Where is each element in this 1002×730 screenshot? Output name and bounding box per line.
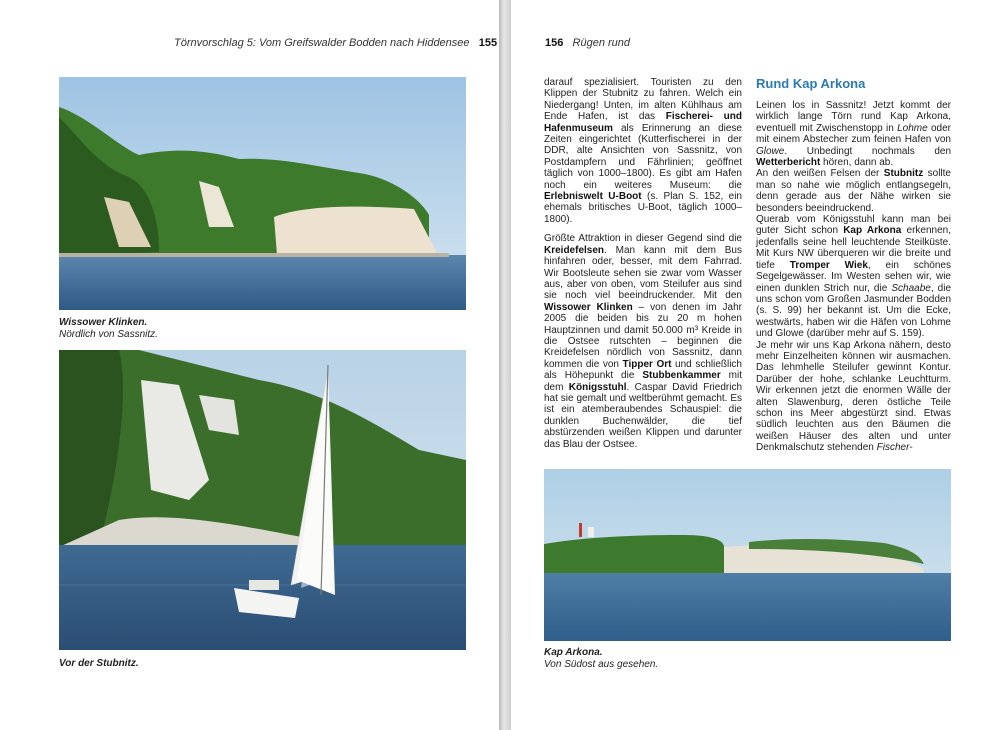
bold-term: Erlebniswelt U-Boot <box>544 191 642 203</box>
text-run: . Man kann mit dem Bus hinfahren oder, besser, mit dem Fahrrad. Wir Bootsleute sehen sie zwar vom Wasser aus, aber von oben, vom Steilufer aus sind sie noch viel beeindruckender. Mit den <box>544 244 742 302</box>
chalk-cliffs-image <box>59 77 466 310</box>
text-run: Größte Attraktion in dieser Gegend sind die <box>544 233 742 245</box>
italic-term: Fischer- <box>876 442 913 454</box>
photo-kap-arkona <box>544 469 951 641</box>
paragraph <box>756 340 951 454</box>
text-run: Je mehr wir uns Kap Arkona nähern, desto mehr Einzelheiten können wir ausmachen. Das lehmhelle Steilufer gewinnt Kontur. Darüber der hohe, schlanke Leuchtturm. Wir erkennen jetzt die enormen Wälle der alten Slawenburg, deren östliche Teile schon ins Meer abgestürzt sind. Etwas südlich leuchten aus den Bäumen die weißen Häuser des alten und unter Denkmalschutz stehenden <box>756 339 951 454</box>
photo2-caption <box>59 658 139 670</box>
text-run: hören, dann ab. <box>820 157 894 169</box>
page-number: 155 <box>478 37 498 49</box>
header-title: Rügen rund <box>572 37 631 49</box>
text-run: An den weißen Felsen der <box>756 168 884 180</box>
paragraph <box>756 168 951 214</box>
text-run: und schließlich als Höhepunkt die <box>544 358 742 382</box>
photo-vor-der-stubnitz <box>59 350 466 650</box>
italic-term: Schaabe <box>891 282 931 294</box>
text-run: oder mit einem Abstecher zum feinen Hafen von <box>756 122 951 146</box>
section-heading: Rund Kap Arkona <box>756 76 866 91</box>
bold-term: Wissower Klinken <box>544 301 633 313</box>
paragraph <box>756 214 951 339</box>
paragraph <box>544 233 742 450</box>
text-run: – von denen im Jahr 2005 die beiden bis zu 20 m hohen Hauptzinnen und damit 50.000 m³ Kreide in die Ostsee rutschten – beginnen die Kreidefelsen nördlich von Sassnitz, dann kommen die von <box>544 301 743 370</box>
bold-term: Tipper Ort <box>622 358 672 370</box>
header-title: Törnvorschlag 5: Vom Greifswalder Bodden nach Hiddensee <box>174 37 470 49</box>
caption-subtitle: Von Südost aus gesehen. <box>544 659 659 670</box>
italic-term: Lohme <box>897 122 928 134</box>
bold-term: Stubnitz <box>883 168 924 180</box>
running-header-right <box>545 37 630 49</box>
bold-term: Königsstuhl <box>568 381 627 393</box>
text-run: , die uns schon vom Großen Jasmunder Bodden (s. S. 99) her bekannt ist. Um die Ecke, westwärts, haben wir die Häfen von Lohme und Glowe (darüber mehr auf S. 159). <box>756 282 952 340</box>
paragraph <box>756 100 951 168</box>
bold-term: Wetterbericht <box>756 157 821 169</box>
bold-term: Fischerei- und Hafenmuseum <box>544 111 742 134</box>
text-run: erkennen, jedenfalls seine hell leuchtende Steilküste. Mit Kurs NW überqueren wir die breite und tiefe <box>756 225 951 271</box>
text-run: , ein schönes Segelgewässer. Im Westen sehen wir, wie einen dunklen Strich nur, die <box>756 259 951 294</box>
text-run: . Unbedingt nochmals den <box>784 145 951 157</box>
bold-term: Tromper Wiek <box>789 259 868 271</box>
page-number: 156 <box>545 37 564 49</box>
kap-arkona-image <box>544 469 951 641</box>
photo3-caption <box>544 647 658 671</box>
caption-title: Vor der Stubnitz. <box>59 658 139 669</box>
caption-title: Wissower Klinken. <box>59 317 148 328</box>
text-run: mit dem <box>544 370 742 393</box>
paragraph <box>544 77 742 225</box>
bold-term: Stubbenkammer <box>642 370 721 382</box>
bold-term: Kap Arkona <box>843 225 902 237</box>
text-run: als Erinnerung an diese Zeiten eingerichtet (Kutterfischerei in der DDR, alte Ansichten von Sassnitz, von Postdampfern und Fährlinien; geöffnet täglich von 1000–1800). Es gibt am Hafen noch ein weiteres Museum: die <box>544 122 742 191</box>
book-gutter <box>499 0 511 730</box>
left-page <box>0 0 499 730</box>
photo1-caption <box>59 317 158 341</box>
text-run: darauf spezialisiert. Touristen zu den Klippen der Stubnitz zu fahren. Welch ein Niedergang! Unten, im alten Kühlhaus am Ende Hafen, ist das <box>544 77 742 123</box>
text-run: sollte man so nahe wie möglich entlangsegeln, denn gerade aus der Nähe wirken sie besonders beeindruckend. <box>756 168 951 214</box>
sailboat-cliffs-image <box>59 350 466 650</box>
text-run: Leinen los in Sassnitz! Jetzt kommt der wirklich lange Törn rund Kap Arkona, eventuell mit Zwischenstopp in <box>756 100 951 134</box>
italic-term: Glowe <box>756 145 785 157</box>
text-run: (s. Plan S. 152, ein ehemals britisches U-Boot, täglich 1000–1800). <box>544 191 742 225</box>
text-run: . Caspar David Friedrich hat sie gemalt und weltberühmt gemacht. Es ist ein atemberaubendes Schauspiel: die dunklen Buchenwälder, die tief abstürzenden weißen Klippen und darunter das Blau der Ostsee. <box>544 381 743 450</box>
text-column-1 <box>544 77 742 450</box>
right-page <box>511 0 1002 730</box>
text-column-2 <box>756 76 951 454</box>
bold-term: Kreidefelsen <box>544 244 605 256</box>
running-header-left <box>174 37 497 49</box>
text-run: Querab vom Königsstuhl kann man bei guter Sicht schon <box>756 214 951 237</box>
caption-title: Kap Arkona. <box>544 647 603 658</box>
photo-wissower-klinken <box>59 77 466 310</box>
caption-subtitle: Nördlich von Sassnitz. <box>59 329 158 340</box>
